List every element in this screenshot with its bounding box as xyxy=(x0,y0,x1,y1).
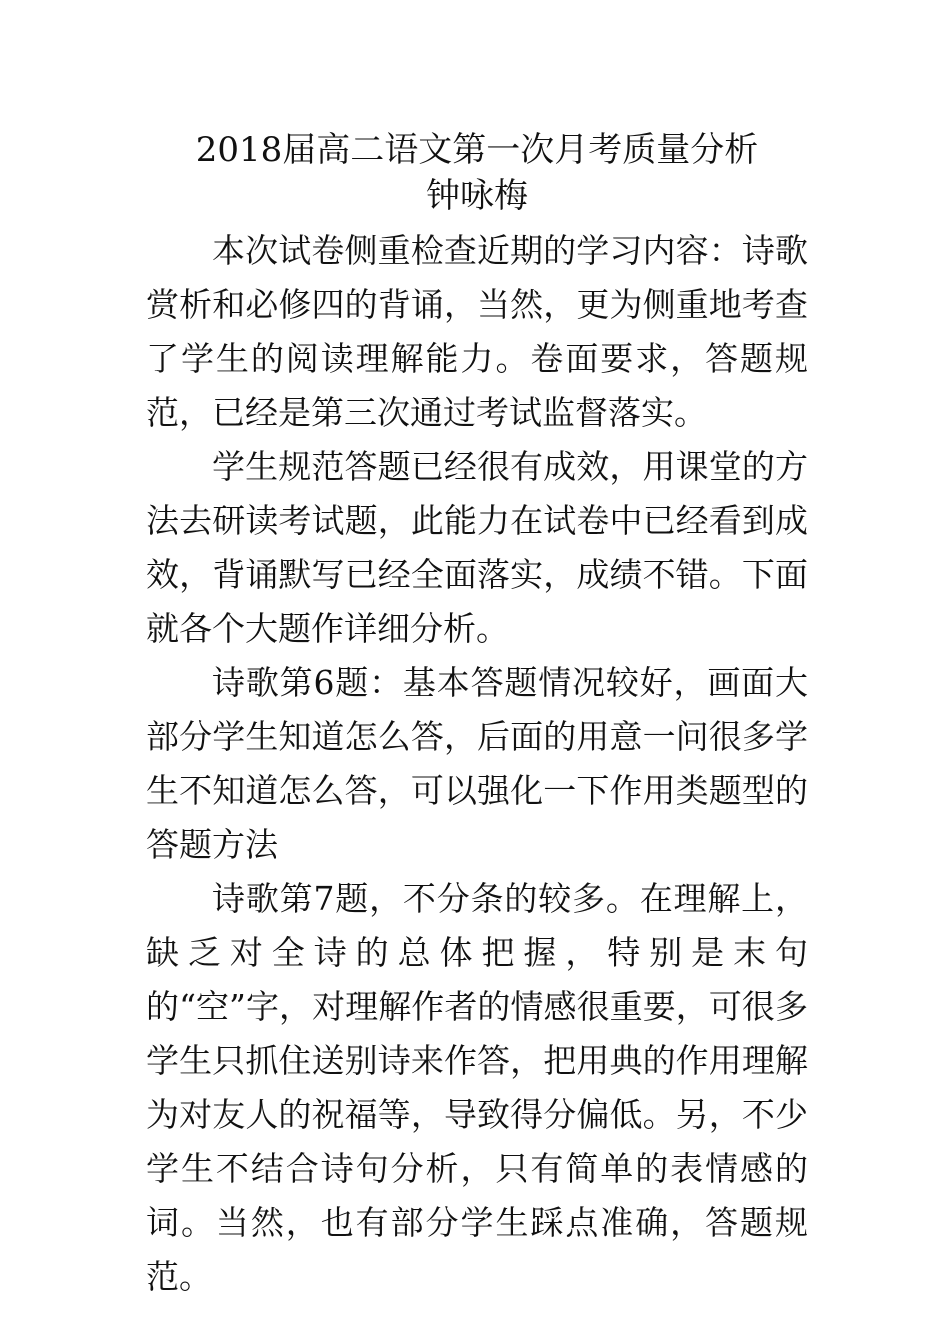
document-author: 钟咏梅 xyxy=(426,176,528,216)
paragraph-3: 诗歌第6题：基本答题情况较好，画面大部分学生知道怎么答，后面的用意一问很多学生不知道怎么答，可以强化一下作用类题型的答题方法 xyxy=(146,663,808,864)
paragraph-2: 学生规范答题已经很有成效，用课堂的方法去研读考试题，此能力在试卷中已经看到成效，背诵默写已经全面落实，成绩不错。下面就各个大题作详细分析。 xyxy=(146,447,808,648)
paragraph-1: 本次试卷侧重检查近期的学习内容：诗歌赏析和必修四的背诵，当然，更为侧重地考查了学生的阅读理解能力。卷面要求，答题规范，已经是第三次通过考试监督落实。 xyxy=(146,231,808,432)
paragraph-4: 诗歌第7题，不分条的较多。在理解上，缺乏对全诗的总体把握，特别是末句的“空”字，对理解作者的情感很重要，可很多学生只抓住送别诗来作答，把用典的作用理解为对友人的祝福等，导致得分偏低。另，不少学生不结合诗句分析，只有简单的表情感的词。当然，也有部分学生踩点准确，答题规范。 xyxy=(146,879,808,1296)
document-title: 2018届高二语文第一次月考质量分析 xyxy=(195,130,759,170)
document-page xyxy=(146,128,808,1304)
